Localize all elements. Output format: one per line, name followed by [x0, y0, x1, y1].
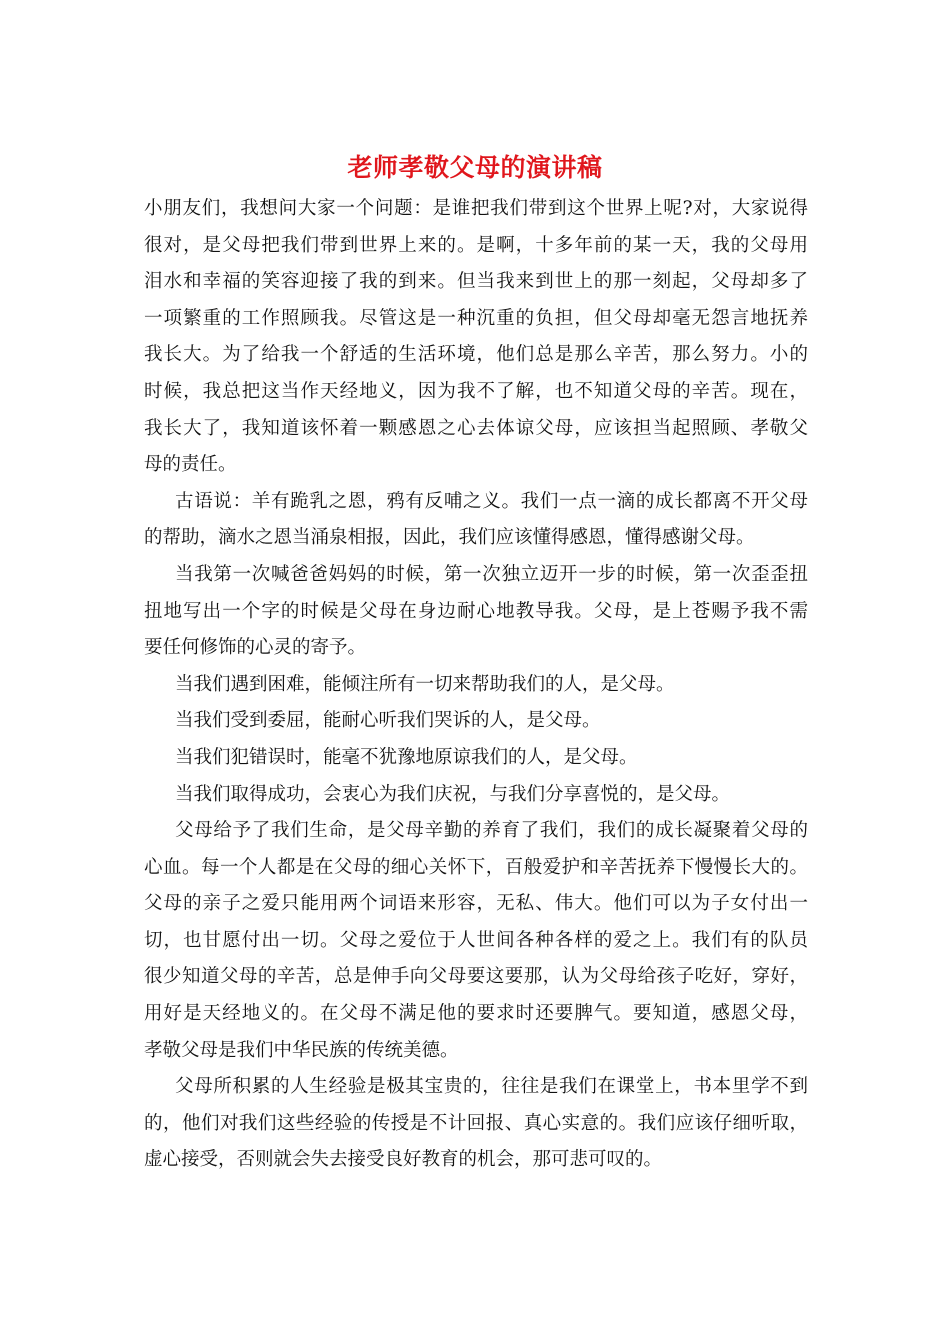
text-line: 当我第一次喊爸爸妈妈的时候，第一次独立迈开一步的时候，第一次歪歪扭	[175, 563, 808, 585]
text-line: 泪水和幸福的笑容迎接了我的到来。但当我来到世上的那一刻起，父母却多了	[144, 271, 808, 293]
text-line: 的帮助，滴水之恩当涌泉相报，因此，我们应该懂得感恩，懂得感谢父母。	[144, 527, 755, 549]
text-line: 很对，是父母把我们带到世界上来的。是啊，十多年前的某一天，我的父母用	[144, 234, 808, 256]
text-line: 父母给予了我们生命，是父母辛勤的养育了我们，我们的成长凝聚着父母的	[175, 820, 808, 842]
text-line: 父母的亲子之爱只能用两个词语来形容，无私、伟大。他们可以为子女付出一	[144, 893, 808, 915]
text-line: 我长大。为了给我一个舒适的生活环境，他们总是那么辛苦，那么努力。小的	[144, 344, 808, 366]
document-body	[144, 191, 808, 1179]
text-line: 孝敬父母是我们中华民族的传统美德。	[144, 1039, 459, 1061]
text-line: 当我们犯错误时，能毫不犹豫地原谅我们的人，是父母。	[175, 746, 638, 768]
text-line: 当我们取得成功，会衷心为我们庆祝，与我们分享喜悦的，是父母。	[175, 783, 731, 805]
text-line: 要任何修饰的心灵的寄予。	[144, 637, 367, 659]
text-line: 母的责任。	[144, 454, 237, 476]
text-line: 我长大了，我知道该怀着一颗感恩之心去体谅父母，应该担当起照顾、孝敬父	[144, 417, 808, 439]
text-line: 当我们遇到困难，能倾注所有一切来帮助我们的人，是父母。	[175, 673, 675, 695]
text-line: 心血。每一个人都是在父母的细心关怀下，百般爱护和辛苦抚养下慢慢长大的。	[144, 856, 808, 878]
text-line: 父母所积累的人生经验是极其宝贵的，往往是我们在课堂上，书本里学不到	[175, 1076, 808, 1098]
text-line: 很少知道父母的辛苦，总是伸手向父母要这要那，认为父母给孩子吃好，穿好，	[144, 966, 808, 988]
text-line: 切，也甘愿付出一切。父母之爱位于人世间各种各样的爱之上。我们有的队员	[144, 929, 808, 951]
text-line: 扭地写出一个字的时候是父母在身边耐心地教导我。父母，是上苍赐予我不需	[144, 600, 808, 622]
text-line: 时候，我总把这当作天经地义，因为我不了解，也不知道父母的辛苦。现在，	[144, 380, 808, 402]
text-line: 古语说：羊有跪乳之恩，鸦有反哺之义。我们一点一滴的成长都离不开父母	[175, 490, 808, 512]
text-line: 小朋友们，我想问大家一个问题：是谁把我们带到这个世界上呢?对，大家说得	[144, 198, 808, 219]
text-line: 当我们受到委屈，能耐心听我们哭诉的人，是父母。	[175, 710, 601, 732]
document-title: 老师孝敬父母的演讲稿	[347, 153, 603, 182]
text-line: 用好是天经地义的。在父母不满足他的要求时还要脾气。要知道，感恩父母，	[144, 1003, 808, 1025]
text-line: 一项繁重的工作照顾我。尽管这是一种沉重的负担，但父母却毫无怨言地抚养	[144, 307, 808, 329]
text-line: 虚心接受，否则就会失去接受良好教育的机会，那可悲可叹的。	[144, 1149, 663, 1171]
text-line: 的，他们对我们这些经验的传授是不计回报、真心实意的。我们应该仔细听取，	[144, 1112, 808, 1134]
